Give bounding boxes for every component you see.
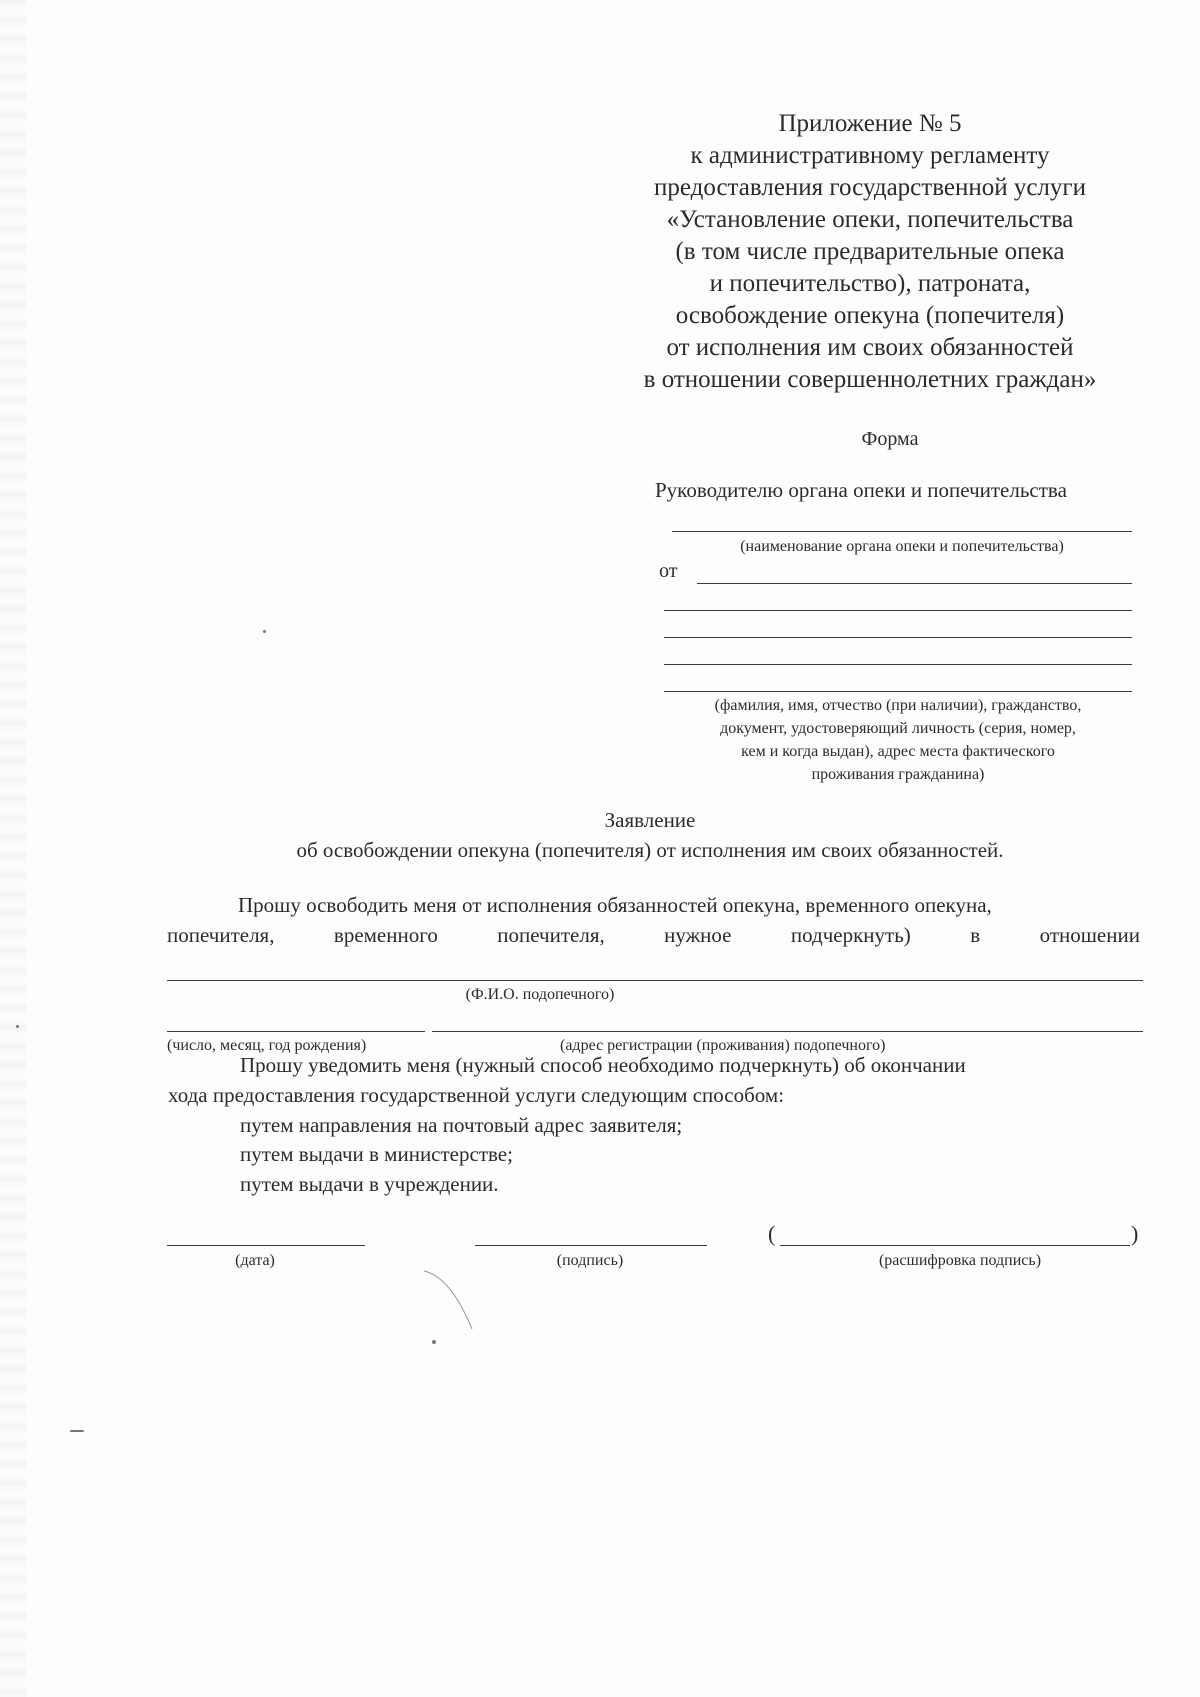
header-line: от исполнения им своих обязанностей	[666, 334, 1074, 361]
request-paragraph-line-2	[167, 923, 1140, 948]
form-label: Форма	[861, 428, 919, 450]
word: попечителя,	[167, 923, 275, 947]
notify-option-ministry: путем выдачи в министерстве;	[240, 1142, 513, 1166]
appendix-header	[620, 108, 1120, 396]
hint-line: (фамилия, имя, отчество (при наличии), гражданство,	[714, 697, 1082, 714]
header-line: и попечительство), патроната,	[709, 270, 1031, 297]
applicant-field-line-4	[664, 664, 1132, 665]
pencil-mark	[420, 1265, 480, 1335]
scan-speck	[16, 1025, 19, 1028]
decode-open-paren: (	[768, 1221, 776, 1246]
word: отношении	[1039, 923, 1140, 947]
org-name-hint: (наименование органа опеки и попечительства)	[740, 538, 1064, 555]
word: попечителя,	[497, 923, 605, 947]
applicant-field-line-2	[664, 610, 1132, 611]
header-line: Приложение № 5	[778, 110, 962, 137]
header-line: в отношении совершеннолетних граждан»	[643, 366, 1097, 393]
ward-address-field-line	[432, 1031, 1143, 1032]
request-paragraph-line-1: Прошу освободить меня от исполнения обязанностей опекуна, временного опекуна,	[238, 893, 992, 917]
hint-line: кем и когда выдан), адрес места фактического	[741, 743, 1055, 760]
statement-title: Заявление	[604, 808, 696, 832]
date-hint: (дата)	[235, 1252, 275, 1269]
scan-edge-noise	[0, 0, 26, 1697]
date-field-line	[167, 1245, 365, 1246]
word: подчеркнуть)	[790, 923, 911, 947]
addressee-line: Руководителю органа опеки и попечительства	[655, 478, 1067, 502]
birth-date-hint: (число, месяц, год рождения)	[167, 1037, 367, 1054]
applicant-field-line-5	[664, 691, 1132, 692]
scan-speck	[70, 1430, 84, 1432]
word: временного	[333, 923, 438, 947]
word: в	[970, 923, 981, 947]
applicant-field-line-3	[664, 637, 1132, 638]
header-line: (в том числе предварительные опека	[675, 238, 1065, 265]
applicant-details-hint	[658, 694, 1138, 786]
decode-close-paren: )	[1131, 1221, 1139, 1246]
statement-subtitle: об освобождении опекуна (попечителя) от исполнения им своих обязанностей.	[296, 838, 1004, 862]
notify-option-institution: путем выдачи в учреждении.	[240, 1172, 499, 1196]
birth-date-field-line	[167, 1031, 425, 1032]
applicant-field-line-1	[697, 583, 1132, 584]
scan-speck	[263, 630, 266, 633]
org-name-field-line	[672, 531, 1132, 532]
hint-line: проживания гражданина)	[811, 766, 985, 783]
notify-paragraph-line-2: хода предоставления государственной услуги следующим способом:	[168, 1083, 785, 1107]
header-line: освобождение опекуна (попечителя)	[675, 302, 1065, 329]
scan-speck	[432, 1340, 436, 1344]
notify-option-mail: путем направления на почтовый адрес заявителя;	[240, 1113, 683, 1137]
ward-name-field-line	[167, 980, 1143, 981]
word: нужное	[664, 923, 732, 947]
notify-paragraph-line-1: Прошу уведомить меня (нужный способ необходимо подчеркнуть) об окончании	[240, 1053, 966, 1077]
hint-line: документ, удостоверяющий личность (серия, номер,	[720, 720, 1076, 737]
from-label: от	[659, 560, 678, 582]
header-line: «Установление опеки, попечительства	[666, 206, 1074, 233]
signature-decode-hint: (расшифровка подпись)	[878, 1252, 1042, 1269]
decode-field-line	[780, 1245, 1130, 1246]
ward-name-hint: (Ф.И.О. подопечного)	[465, 986, 615, 1003]
header-line: предоставления государственной услуги	[653, 174, 1087, 201]
signature-hint: (подпись)	[556, 1252, 624, 1269]
header-line: к административному регламенту	[690, 142, 1050, 169]
signature-field-line	[475, 1245, 707, 1246]
ward-address-hint: (адрес регистрации (проживания) подопечного)	[560, 1037, 886, 1054]
